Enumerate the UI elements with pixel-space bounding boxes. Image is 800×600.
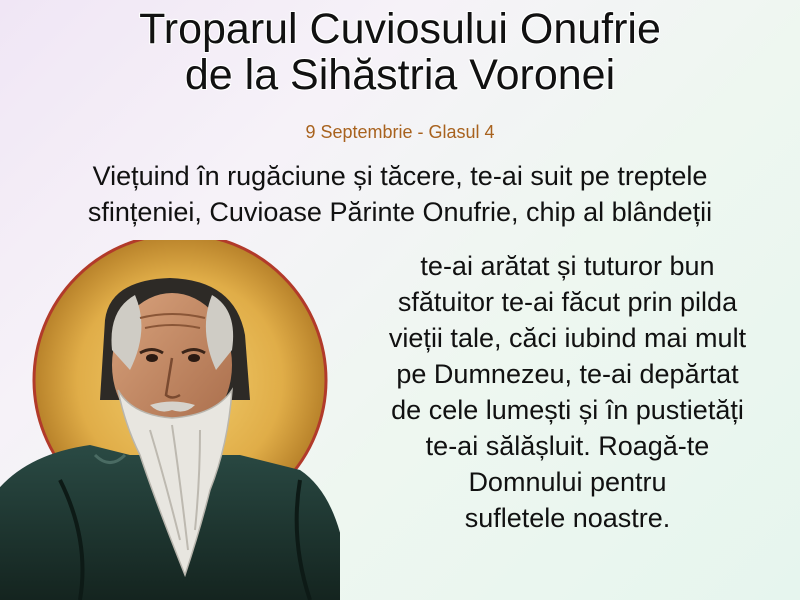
prayer-line: te-ai sălășluit. Roagă-te — [425, 431, 710, 461]
prayer-line: sfătuitor te-ai făcut prin pilda — [397, 287, 738, 317]
prayer-line: pe Dumnezeu, te-ai depărtat — [396, 359, 739, 389]
prayer-text-side — [335, 248, 800, 536]
prayer-line: sufletele noastre. — [464, 503, 671, 533]
feast-date-subtitle: 9 Septembrie - Glasul 4 — [305, 122, 495, 142]
prayer-line: de cele lumești și în pustietăți — [391, 395, 744, 425]
prayer-text-top — [0, 158, 800, 230]
title-line-2: de la Sihăstria Voronei — [184, 51, 616, 99]
prayer-line: vieții tale, căci iubind mai mult — [388, 323, 747, 353]
saint-icon — [0, 240, 340, 600]
prayer-line: Viețuind în rugăciune și tăcere, te-ai suit pe treptele — [92, 161, 708, 191]
prayer-line: sfințeniei, Cuvioase Părinte Onufrie, chip al blândeții — [87, 197, 713, 227]
page-title — [0, 6, 800, 98]
title-line-1: Troparul Cuviosului Onufrie — [139, 5, 661, 53]
prayer-line: te-ai arătat și tuturor bun — [420, 251, 715, 281]
prayer-line: Domnului pentru — [468, 467, 667, 497]
